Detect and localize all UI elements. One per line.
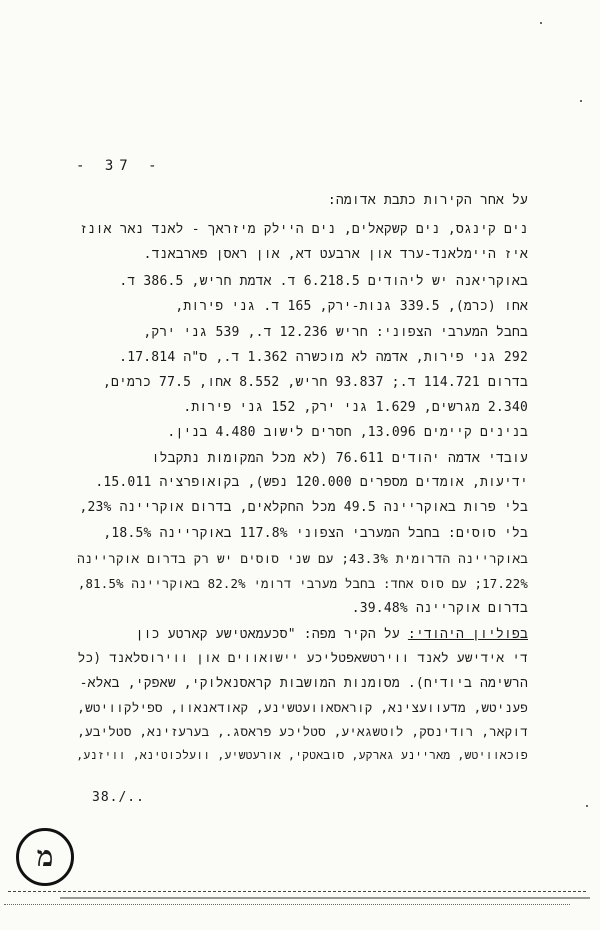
text-line: עובדי אדמה יהודים 76.611 (לא מכל המקומות נתקבלו	[151, 451, 528, 466]
text-line: באוקריאנה יש ליהודים 6.218.5 ד. אדמת חריש, 386.5 ד.	[119, 274, 528, 289]
text-line: בלי פרות באוקריינה 49.5 מכל החקלאים, בדרום אוקריינה 23%,	[79, 500, 528, 515]
page-number: - 37 -	[76, 158, 163, 174]
text-line: באוקריינה הדרומית 43.3%; עם שני סוסים יש רק בדרום אוקריינה	[77, 551, 528, 566]
text-line: בלי סוסים: בחבל המערבי הצפוני 117.8% באוקריינה 18.5%,	[103, 526, 528, 541]
text-line: 2.340 מגרשים, 1.629 גני ירק, 152 גני פירות.	[183, 400, 528, 415]
scan-speck	[580, 100, 582, 102]
text-line: בדרום 114.721 ד.; 93.837 חריש, 8.552 אחו, 77.5 כרמים,	[102, 375, 528, 390]
text-line: פוכאוויטש, מאריינע גארקע, סובאטקי, אורעטשיע, וועלכוטינא, וויזנע,	[76, 748, 528, 762]
text-line: אחו (כרמ), 339.5 גנות-ירק, 165 ד. גני פירות,	[175, 299, 528, 314]
scan-speck	[586, 805, 588, 807]
text-line: דוקאר, רודינסק, לוטשגאיע, סטליכע פראסג., בערעזינא, סטליבע,	[77, 724, 528, 739]
section-heading: בפוליון היהודי:	[407, 627, 528, 642]
stamp-letter: מ	[36, 840, 54, 873]
archive-stamp	[16, 828, 74, 886]
text-line: איז היימלאנד-ערד און ארבעט דא, און ראסן פארבאנד.	[143, 247, 528, 262]
text-line: ידיעות, אומדים מספרים 120.000 נפש), בקואופרציה 15.011.	[95, 475, 528, 490]
text-line: 292 גני פירות, אדמה לא מוכשרה 1.362 ד., ס"ה 17.814.	[119, 350, 528, 365]
text-line: על אחר הקירות כתבת אדומה:	[327, 193, 528, 208]
text-line: בפוליון היהודי: על הקיר מפה: "סכעמאטישע קארטע כון	[135, 627, 528, 642]
text-line: בדרום אוקריינה 39.48%.	[351, 601, 528, 616]
continuation-marker: 38./..	[92, 790, 145, 805]
text-line: 17.22%; עם סוס אחד: בחבל מערבי דרומי 82.2% באוקריינה 81.5%,	[77, 577, 528, 591]
text-line: בחבל המערבי הצפוני: חריש 12.236 ד., 539 גני ירק,	[143, 325, 528, 340]
text-line: הרשימה ביודיח). מסומנות המושבות קראסנאלוקי, שאפקי, באלא-	[79, 676, 528, 691]
text-line: בנינים קיימים 13.096, חסרים לישוב 4.480 בנין.	[167, 425, 528, 440]
text-line: נים קינגס, נים קשקאלים, נים היילק מיזראך - לאנד נאר אונז	[79, 222, 528, 237]
text-line: די אידישע לאנד ווירטשאפטליכע יישואווים און ווירוסלאנד (כל	[77, 651, 528, 666]
text-line: פעניטש, מדעוועצינא, קוראסאוועטשינע, קאודאנאוו, ספילקוויטש,	[77, 700, 528, 715]
scan-speck	[540, 22, 542, 24]
scan-edge-artifact	[0, 888, 600, 912]
